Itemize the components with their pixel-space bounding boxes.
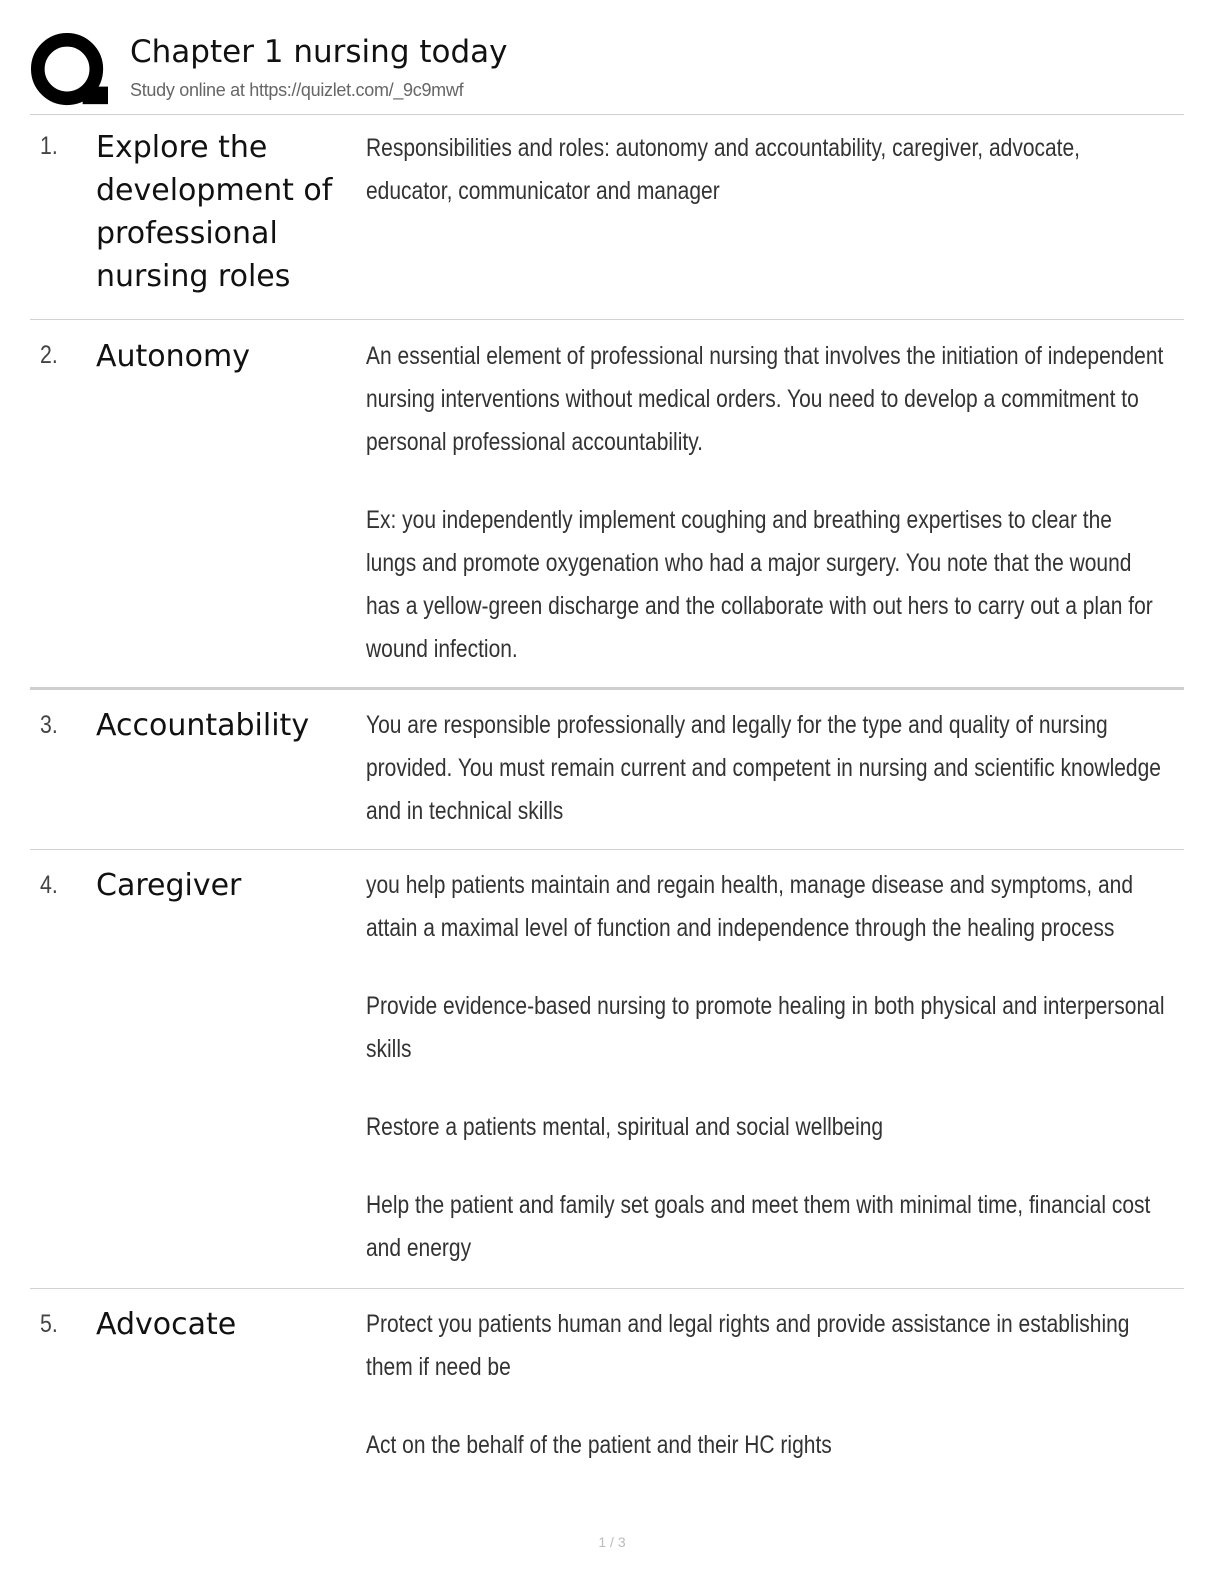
flashcard-list (30, 115, 1184, 1489)
flashcard-row (30, 1289, 1184, 1489)
quizlet-logo-icon (30, 32, 108, 110)
definition: Ex: you independently implement coughing and breathing expertises to clear the lungs and promote oxygenation who had a major surgery. You note that the wound has a yellow-green discharge and the collaborate with out hers to carry out a plan for wound infection. (366, 506, 1153, 663)
definition: you help patients maintain and regain health, manage disease and symptoms, and attain a maximal level of function and independence through the healing process (366, 871, 1133, 942)
term: Advocate (96, 1307, 237, 1342)
definition-block (366, 704, 1166, 833)
item-number: 5. (40, 1310, 58, 1338)
page-number: 1 / 3 (598, 1534, 626, 1550)
term: Explore the development of professional nursing roles (96, 130, 333, 294)
term: Autonomy (96, 339, 250, 374)
definition: Restore a patients mental, spiritual and social wellbeing (366, 1113, 884, 1141)
definition-block (366, 335, 1166, 671)
definition-block (366, 864, 1166, 1270)
definition: Provide evidence-based nursing to promote healing in both physical and interpersonal skills (366, 992, 1165, 1063)
item-number: 3. (40, 711, 58, 739)
flashcard-row (30, 690, 1184, 850)
definition: You are responsible professionally and legally for the type and quality of nursing provided. You must remain current and competent in nursing and scientific knowledge and in technical skills (366, 711, 1161, 825)
definition-block (366, 1303, 1166, 1467)
page-header (30, 28, 1184, 114)
item-number: 2. (40, 341, 58, 369)
flashcard-row (30, 115, 1184, 320)
flashcard-row (30, 850, 1184, 1289)
definition: Help the patient and family set goals and meet them with minimal time, financial cost and energy (366, 1191, 1151, 1262)
study-online-link[interactable]: Study online at https://quizlet.com/_9c9mwf (130, 80, 464, 100)
term: Caregiver (96, 868, 242, 903)
page-title: Chapter 1 nursing today (130, 34, 508, 70)
item-number: 4. (40, 871, 58, 899)
definition-block (366, 127, 1166, 213)
definition: Act on the behalf of the patient and their HC rights (366, 1431, 832, 1459)
flashcard-row (30, 320, 1184, 690)
definition: Protect you patients human and legal rights and provide assistance in establishing them if need be (366, 1310, 1130, 1381)
term: Accountability (96, 708, 310, 743)
definition: An essential element of professional nursing that involves the initiation of independent nursing interventions without medical orders. You need to develop a commitment to personal professional accountability. (366, 342, 1164, 456)
item-number: 1. (40, 132, 58, 160)
definition: Responsibilities and roles: autonomy and accountability, caregiver, advocate, educator, communicator and manager (366, 134, 1081, 205)
